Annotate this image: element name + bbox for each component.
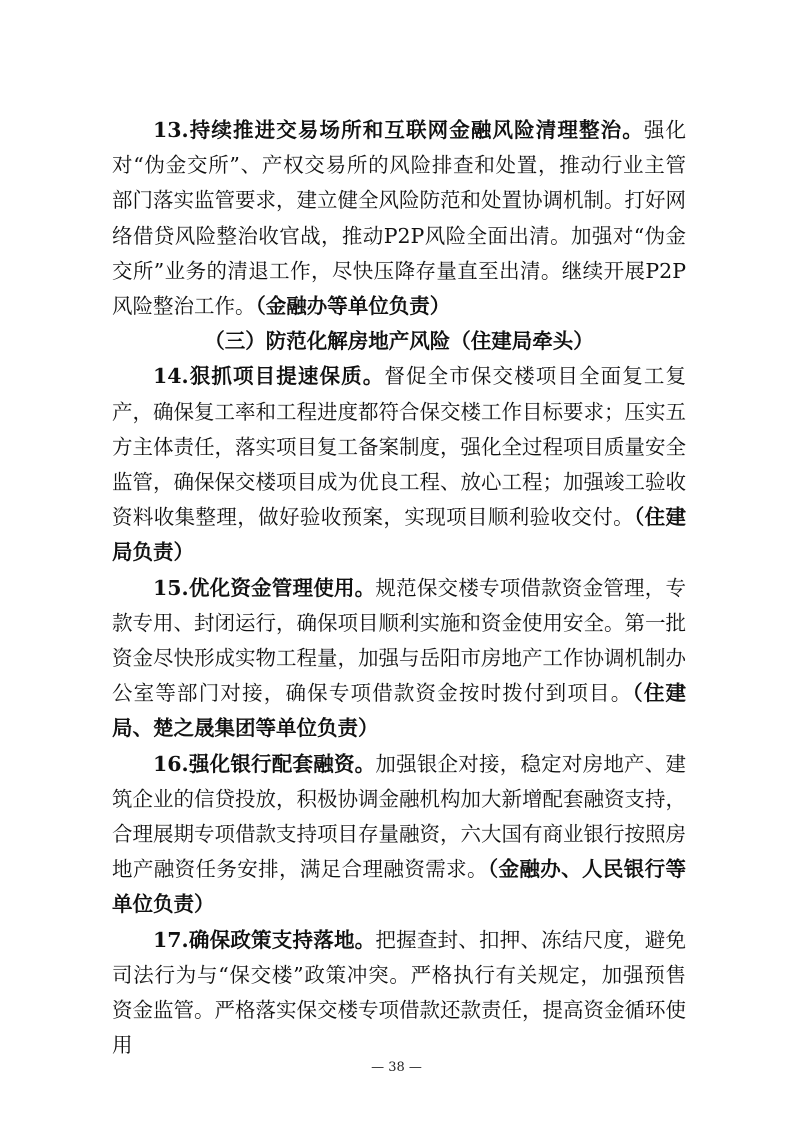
paragraph-14 <box>112 359 686 570</box>
document-body <box>112 113 686 1063</box>
heading-17: 17.确保政策支持落地。 <box>153 927 376 952</box>
heading-13: 13.持续推进交易场所和互联网金融风险清理整治。 <box>153 118 644 142</box>
paragraph-16 <box>112 747 686 923</box>
heading-16: 16.强化银行配套融资。 <box>153 751 376 776</box>
paragraph-15 <box>112 571 686 747</box>
body-16: 加强银企对接，稳定对房地产、建筑企业的信贷投放，积极协调金融机构加大新增配套融资支持，合理展期专项借款支持项目存量融资，六大国有商业银行按照房地产融资任务安排，满足合理融资需求。 <box>112 751 686 882</box>
responsible-13: （金融办等单位负责） <box>255 294 451 319</box>
body-15: 规范保交楼专项借款资金管理，专款专用、封闭运行，确保项目顺利实施和资金使用安全。第一批资金尽快形成实物工程量，加强与岳阳市房地产工作协调机制办公室等部门对接，确保专项借款资金按时拨付到项目。 <box>112 575 686 706</box>
responsible-15: （住建局、楚之晟集团等单位负责） <box>112 681 687 741</box>
heading-15: 15.优化资金管理使用。 <box>153 575 376 600</box>
responsible-14: （住建局负责） <box>112 505 687 565</box>
page-number: — 38 — <box>371 1060 422 1075</box>
paragraph-17 <box>112 923 686 1064</box>
body-14: 督促全市保交楼项目全面复工复产，确保复工率和工程进度都符合保交楼工作目标要求；压实五方主体责任，落实项目复工备案制度，强化全过程项目质量安全监管，确保保交楼项目成为优良工程、放心工程；加强竣工验收资料收集整理，做好验收预案，实现项目顺利验收交付。 <box>112 364 687 530</box>
responsible-16: （金融办、人民银行等单位负责） <box>112 857 687 917</box>
section-title-3: （三）防范化解房地产风险（住建局牵头） <box>204 329 594 354</box>
body-13: 强化对“伪金交所”、产权交易所的风险排查和处置，推动行业主管部门落实监管要求，建立健全风险防范和处置协调机制。打好网络借贷风险整治收官战，推动P2P风险全面出清。加强对“伪金交所”业务的清退工作，尽快压降存量直至出清。继续开展P2P风险整治工作。 <box>112 118 686 319</box>
paragraph-13 <box>112 113 686 324</box>
heading-14: 14.狠抓项目提速保质。 <box>153 364 385 389</box>
body-17: 把握查封、扣押、冻结尺度，避免司法行为与“保交楼”政策冲突。严格执行有关规定，加强预售资金监管。严格落实保交楼专项借款还款责任，提高资金循环使用 <box>112 927 686 1058</box>
